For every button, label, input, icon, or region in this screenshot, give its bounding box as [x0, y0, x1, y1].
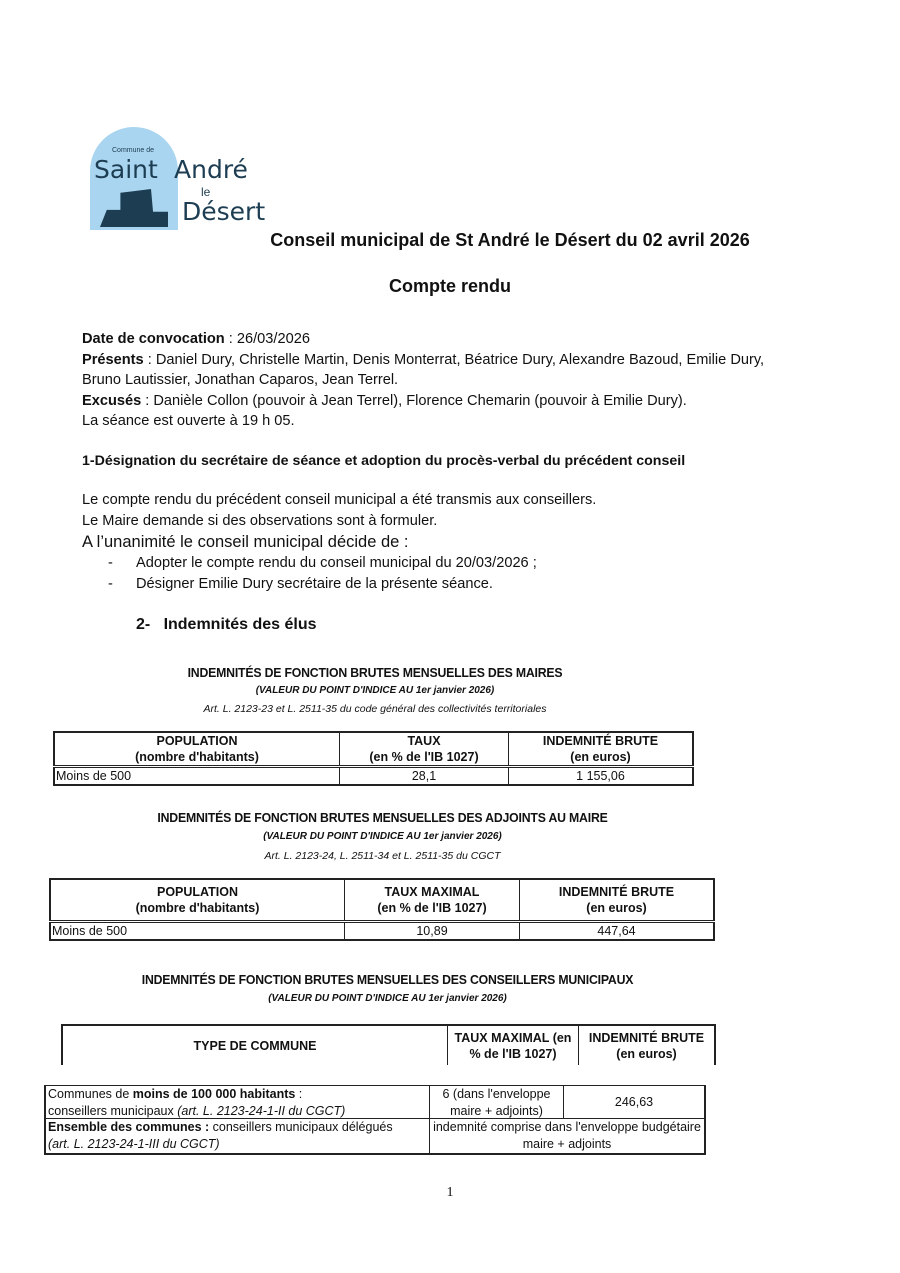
- section1-heading: 1-Désignation du secrétaire de séance et adoption du procès-verbal du précédent conseil: [82, 453, 686, 469]
- list-item-text: Désigner Emilie Dury secrétaire de la présente séance.: [136, 576, 493, 592]
- list-item: - Désigner Emilie Dury secrétaire de la présente séance.: [108, 576, 493, 592]
- maires-art: Art. L. 2123-23 et L. 2511-35 du code général des collectivités territoriales: [203, 703, 547, 715]
- table-row: Communes de moins de 100 000 habitants : conseillers municipaux (art. L. 2123-24-1-II du CGCT): [48, 1087, 346, 1118]
- conseillers-body-table: Communes de moins de 100 000 habitants : conseillers municipaux (art. L. 2123-24-1-II du CGCT) 6 (dans l'enveloppe maire + adjoints) 246,63 Ensemble des communes : conseillers municipaux délégués (art. L. 2123-24-1-III du CGCT) indemnité comprise dans l'enveloppe budgétaire maire + adjoints: [44, 1085, 706, 1155]
- conseillers-header-table: TYPE DE COMMUNE TAUX MAXIMAL (en % de l'IB 1027) INDEMNITÉ BRUTE (en euros): [61, 1024, 716, 1065]
- conseillers-title: INDEMNITÉS DE FONCTION BRUTES MENSUELLES DES CONSEILLERS MUNICIPAUX: [141, 972, 634, 987]
- section1-p2: Le Maire demande si des observations sont à formuler.: [82, 513, 438, 529]
- maires-title: INDEMNITÉS DE FONCTION BRUTES MENSUELLES DES MAIRES: [187, 665, 563, 680]
- convocation-label: Date de convocation: [82, 331, 225, 347]
- list-item-text: Adopter le compte rendu du conseil municipal du 20/03/2026 ;: [136, 555, 537, 571]
- logo-saint: Saint: [94, 155, 158, 184]
- opening-time: La séance est ouverte à 19 h 05.: [82, 413, 295, 430]
- page-number: 1: [446, 1185, 454, 1200]
- table-row: Ensemble des communes : conseillers municipaux délégués (art. L. 2123-24-1-III du CGCT): [48, 1120, 393, 1151]
- logo-desert: Désert: [182, 197, 266, 226]
- logo-le: le: [201, 185, 211, 199]
- maires-sub: (VALEUR DU POINT D'INDICE AU 1er janvier 2026): [255, 685, 495, 696]
- list-item: - Adopter le compte rendu du conseil municipal du 20/03/2026 ;: [108, 555, 537, 571]
- conseillers-sub: (VALEUR DU POINT D'INDICE AU 1er janvier 2026): [268, 993, 507, 1004]
- convocation-value: : 26/03/2026: [224, 331, 310, 347]
- logo-andre: André: [174, 155, 248, 184]
- table-row: Moins de 500 10,89 447,64: [50, 921, 714, 940]
- presents-value: : Daniel Dury, Christelle Martin, Denis Monterrat, Béatrice Dury, Alexandre Bazoud, Emilie Dury,: [143, 351, 765, 368]
- section1-p1: Le compte rendu du précédent conseil municipal a été transmis aux conseillers.: [82, 492, 597, 508]
- excuses-label: Excusés: [82, 392, 142, 409]
- adjoints-art: Art. L. 2123-24, L. 2511-34 et L. 2511-35 du CGCT: [264, 850, 501, 862]
- maires-table: POPULATION (nombre d'habitants) TAUX (en % de l'IB 1027) INDEMNITÉ BRUTE (en euros) Moins de 500 28,1 1 155,06: [53, 731, 694, 786]
- adjoints-title: INDEMNITÉS DE FONCTION BRUTES MENSUELLES DES ADJOINTS AU MAIRE: [157, 810, 608, 825]
- table-row: Moins de 500 28,1 1 155,06: [54, 767, 693, 785]
- logo-small-text: Commune de: [112, 147, 155, 154]
- commune-logo: [90, 127, 266, 233]
- page-title: Conseil municipal de St André le Désert du 02 avril 2026: [270, 230, 750, 250]
- presents-label: Présents: [82, 351, 144, 368]
- excuses-value: : Danièle Collon (pouvoir à Jean Terrel), Florence Chemarin (pouvoir à Emilie Dury).: [141, 392, 687, 409]
- page-subtitle: Compte rendu: [388, 276, 511, 296]
- presents-value-2: Bruno Lautissier, Jonathan Caparos, Jean Terrel.: [82, 372, 399, 389]
- adjoints-sub: (VALEUR DU POINT D'INDICE AU 1er janvier 2026): [263, 831, 502, 842]
- section2-heading: 2- Indemnités des élus: [136, 616, 317, 633]
- adjoints-table: POPULATION (nombre d'habitants) TAUX MAXIMAL (en % de l'IB 1027) INDEMNITÉ BRUTE (en euros) Moins de 500 10,89 447,64: [49, 878, 715, 941]
- intro-block: [82, 329, 764, 432]
- section1-p3: A l’unanimité le conseil municipal décide de :: [82, 533, 409, 551]
